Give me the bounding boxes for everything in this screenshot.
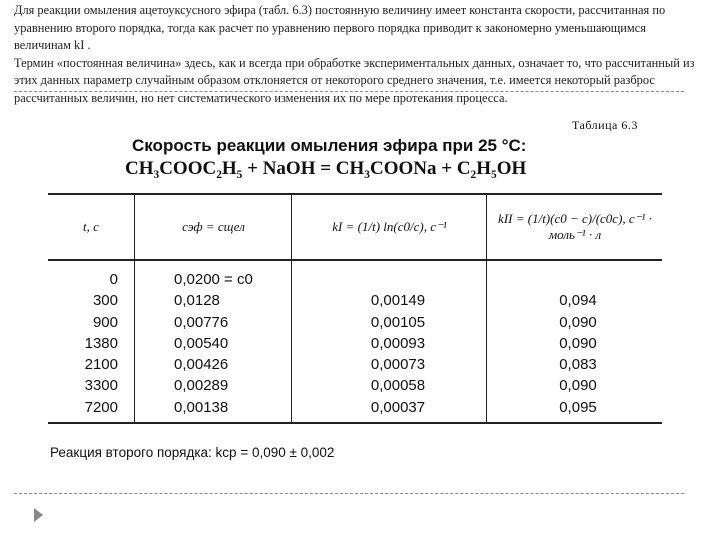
header-divider <box>48 259 662 261</box>
intro-paragraph-2: Термин «постоянная величина» здесь, как и всегда при обработке экспериментальных данных, означает то, что рассчитанный из этих данных параметр случайным образом отклоняется от некоторого среднего значения, т.е. имеется некоторый разброс рассчитанных величин, но нет систематического изменения их по мере протекания процесса. <box>14 55 695 105</box>
divider <box>14 91 684 92</box>
table-cell-k1: 0,00149 <box>370 292 426 310</box>
footnote: Реакция второго порядка: kср = 0,090 ± 0,002 <box>50 445 335 460</box>
table-cell-t: 300 <box>92 292 118 310</box>
table-cell-k2 <box>528 269 628 290</box>
table-cell-k1: 0,00073 <box>370 356 426 374</box>
column-k2 <box>528 269 628 418</box>
header-k2: kII = (1/t)(c0 − c)/(c0c), с⁻¹ · моль⁻¹ · л <box>498 211 652 242</box>
intro-paragraph-1: Для реакции омыления ацетоуксусного эфира (табл. 6.3) постоянную величину имеет константа скорости, рассчитанная по уравнению второго порядка, тогда как расчет по уравнению первого порядка приводит к закономерно уменьшающимся величинам kI . <box>14 3 666 53</box>
divider <box>14 493 684 494</box>
header-k1: kI = (1/t) ln(c0/c), с⁻¹ <box>332 219 447 234</box>
table-cell-c: 0,0128 <box>174 292 220 310</box>
table-cell-k1: 0,00037 <box>370 398 426 416</box>
table-cell-c: 0,00289 <box>174 377 229 395</box>
table-title: Скорость реакции омыления эфира при 25 °С: <box>132 136 527 155</box>
column-divider <box>486 195 487 422</box>
table-cell-t: 2100 <box>84 356 118 374</box>
header-c: cэф = cщел <box>182 219 245 234</box>
table-cell-c: 0,00138 <box>174 398 229 416</box>
table-cell-k1: 0,00093 <box>370 334 426 352</box>
table-cell-k2: 0,090 <box>559 334 597 352</box>
bullet-triangle-icon <box>34 508 43 522</box>
table-cell-k1: 0,00105 <box>370 313 426 331</box>
table-cell-t: 0 <box>109 271 118 288</box>
column-c <box>174 269 294 418</box>
table-cell-k1: 0,00058 <box>370 377 426 395</box>
column-t <box>68 269 118 418</box>
column-k1 <box>348 269 448 418</box>
table-cell-t: 7200 <box>84 398 118 416</box>
table-cell-k2: 0,090 <box>559 377 597 395</box>
data-table <box>48 193 662 424</box>
header-t: t, с <box>83 219 99 234</box>
table-cell-k2: 0,083 <box>559 356 597 374</box>
table-cell-k2: 0,094 <box>559 292 597 310</box>
table-number: Таблица 6.3 <box>572 118 638 132</box>
table-cell-c: 0,00776 <box>174 313 229 331</box>
table-cell-k1 <box>348 269 448 290</box>
table-cell-t: 3300 <box>84 377 118 395</box>
table-cell-t: 900 <box>92 313 118 331</box>
column-divider <box>134 195 135 422</box>
reaction-equation: CH₃COOC₂H₅ + NaOH = CH₃COONa + C₂H₅OH <box>125 158 527 179</box>
table-cell-k2: 0,090 <box>559 313 597 331</box>
table-cell-k2: 0,095 <box>559 398 597 416</box>
table-cell-t: 1380 <box>84 334 118 352</box>
table-cell-c: 0,0200 = c0 <box>174 271 253 288</box>
table-cell-c: 0,00540 <box>174 334 229 352</box>
table-cell-c: 0,00426 <box>174 356 229 374</box>
